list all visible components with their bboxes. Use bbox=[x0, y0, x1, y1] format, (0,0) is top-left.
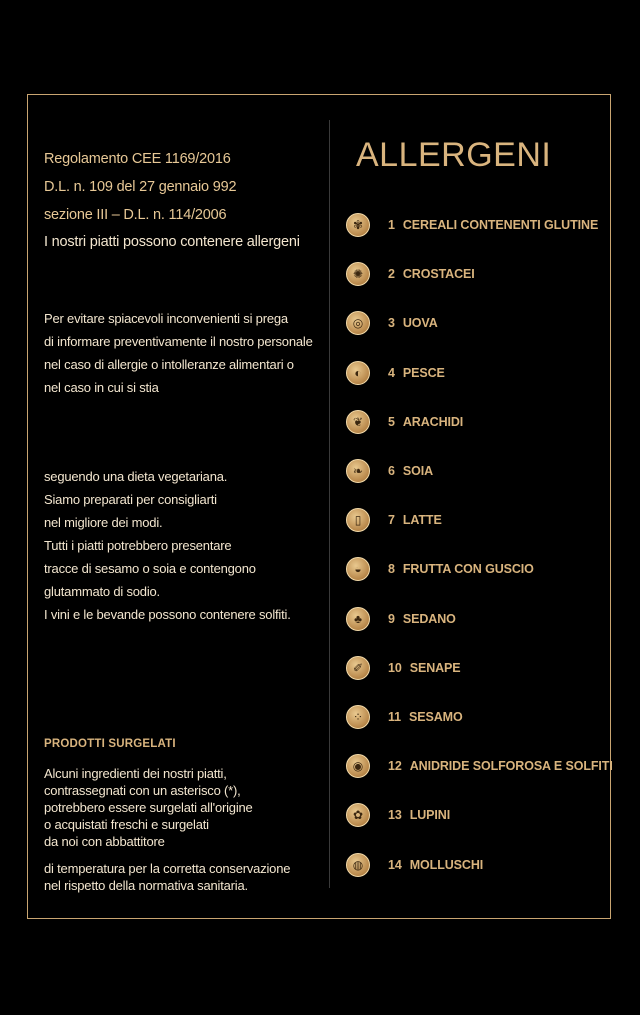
regulation-line-2: D.L. n. 109 del 27 gennaio 992 bbox=[44, 179, 237, 195]
allergen-label bbox=[388, 513, 442, 527]
allergen-item bbox=[346, 310, 438, 336]
allergen-name: FRUTTA CON GUSCIO bbox=[402, 562, 534, 576]
allergen-number: 2 bbox=[388, 267, 395, 281]
celery-icon: ♣ bbox=[346, 607, 370, 631]
frozen-line-3: potrebbero essere surgelati all'origine bbox=[44, 800, 253, 815]
allergen-name: LATTE bbox=[402, 513, 442, 527]
allergen-name: SEDANO bbox=[402, 612, 456, 626]
diet-line-3: nel migliore dei modi. bbox=[44, 515, 163, 530]
allergen-number: 7 bbox=[388, 513, 395, 527]
allergen-label bbox=[388, 316, 438, 330]
egg-icon: ◎ bbox=[346, 311, 370, 335]
frozen-line-1: Alcuni ingredienti dei nostri piatti, bbox=[44, 766, 227, 781]
diet-line-6: glutammato di sodio. bbox=[44, 584, 160, 599]
peanut-icon: ❦ bbox=[346, 410, 370, 434]
allergen-number: 6 bbox=[388, 464, 395, 478]
allergen-item bbox=[346, 556, 534, 582]
regulation-line-3: sezione III – D.L. n. 114/2006 bbox=[44, 207, 227, 223]
allergen-number: 1 bbox=[388, 218, 395, 232]
notice-line-3: nel caso di allergie o intolleranze alimentari o bbox=[44, 357, 294, 372]
wheat-icon: ✾ bbox=[346, 213, 370, 237]
mustard-icon: ✐ bbox=[346, 656, 370, 680]
allergen-item bbox=[346, 360, 445, 386]
diet-line-7: I vini e le bevande possono contenere solfiti. bbox=[44, 607, 291, 622]
sesame-icon: ⁘ bbox=[346, 705, 370, 729]
allergen-item bbox=[346, 704, 463, 730]
allergen-name: SESAMO bbox=[409, 710, 463, 724]
lupin-icon: ✿ bbox=[346, 803, 370, 827]
notice-line-2: di informare preventivamente il nostro personale bbox=[44, 334, 313, 349]
allergen-name: CEREALI CONTENENTI GLUTINE bbox=[402, 218, 599, 232]
allergen-number: 14 bbox=[388, 858, 402, 872]
allergen-number: 5 bbox=[388, 415, 395, 429]
fish-icon: ◐ bbox=[346, 361, 370, 385]
diet-line-5: tracce di sesamo o soia e contengono bbox=[44, 561, 256, 576]
allergen-number: 9 bbox=[388, 612, 395, 626]
notice-line-1: Per evitare spiacevoli inconvenienti si prega bbox=[44, 311, 288, 326]
allergen-name: SENAPE bbox=[409, 661, 461, 675]
allergen-item bbox=[346, 212, 598, 238]
nut-icon: ◒ bbox=[346, 557, 370, 581]
diet-line-2: Siamo preparati per consigliarti bbox=[44, 492, 217, 507]
allergen-label bbox=[388, 612, 456, 626]
allergen-item bbox=[346, 507, 442, 533]
frozen-line-5: da noi con abbattitore bbox=[44, 834, 165, 849]
allergens-title: ALLERGENI bbox=[356, 136, 552, 174]
allergen-item bbox=[346, 655, 461, 681]
sulphite-icon: ◉ bbox=[346, 754, 370, 778]
allergen-name: UOVA bbox=[402, 316, 438, 330]
allergen-number: 13 bbox=[388, 808, 402, 822]
allergen-name: MOLLUSCHI bbox=[409, 858, 484, 872]
regulation-line-1: Regolamento CEE 1169/2016 bbox=[44, 151, 231, 167]
allergen-label bbox=[388, 218, 598, 232]
diet-line-4: Tutti i piatti potrebbero presentare bbox=[44, 538, 232, 553]
allergen-number: 4 bbox=[388, 366, 395, 380]
allergen-name: ANIDRIDE SOLFOROSA E SOLFITI bbox=[409, 759, 613, 773]
allergen-label bbox=[388, 415, 463, 429]
allergen-number: 3 bbox=[388, 316, 395, 330]
frozen-heading: PRODOTTI SURGELATI bbox=[44, 738, 176, 750]
allergen-item bbox=[346, 409, 463, 435]
allergen-label bbox=[388, 562, 534, 576]
allergen-item bbox=[346, 458, 433, 484]
notice-line-4: nel caso in cui si stia bbox=[44, 380, 159, 395]
allergen-number: 12 bbox=[388, 759, 402, 773]
allergen-number: 8 bbox=[388, 562, 395, 576]
milk-icon: ▯ bbox=[346, 508, 370, 532]
shellfish-icon: ◍ bbox=[346, 853, 370, 877]
allergen-name: LUPINI bbox=[409, 808, 451, 822]
regulation-line-4: I nostri piatti possono contenere allergeni bbox=[44, 234, 300, 250]
allergen-item bbox=[346, 261, 475, 287]
allergen-item bbox=[346, 852, 483, 878]
column-divider bbox=[329, 120, 330, 888]
frozen-line-2: contrassegnati con un asterisco (*), bbox=[44, 783, 241, 798]
allergen-item bbox=[346, 606, 456, 632]
allergen-item bbox=[346, 753, 613, 779]
crustacean-icon: ✺ bbox=[346, 262, 370, 286]
allergen-label bbox=[388, 267, 475, 281]
allergen-label bbox=[388, 808, 450, 822]
allergen-label bbox=[388, 858, 483, 872]
allergen-name: SOIA bbox=[402, 464, 434, 478]
allergen-label bbox=[388, 464, 433, 478]
allergen-label bbox=[388, 661, 461, 675]
allergen-item bbox=[346, 802, 450, 828]
diet-line-1: seguendo una dieta vegetariana. bbox=[44, 469, 228, 484]
frozen-line-4: o acquistati freschi e surgelati bbox=[44, 817, 209, 832]
allergen-name: CROSTACEI bbox=[402, 267, 475, 281]
allergen-number: 10 bbox=[388, 661, 402, 675]
soy-icon: ❧ bbox=[346, 459, 370, 483]
allergen-number: 11 bbox=[388, 710, 402, 724]
frozen-line-7: nel rispetto della normativa sanitaria. bbox=[44, 878, 248, 893]
allergen-label bbox=[388, 759, 613, 773]
allergen-name: PESCE bbox=[402, 366, 445, 380]
allergen-label bbox=[388, 710, 463, 724]
allergen-label bbox=[388, 366, 445, 380]
allergen-name: ARACHIDI bbox=[402, 415, 464, 429]
frozen-line-6: di temperatura per la corretta conservazione bbox=[44, 861, 291, 876]
